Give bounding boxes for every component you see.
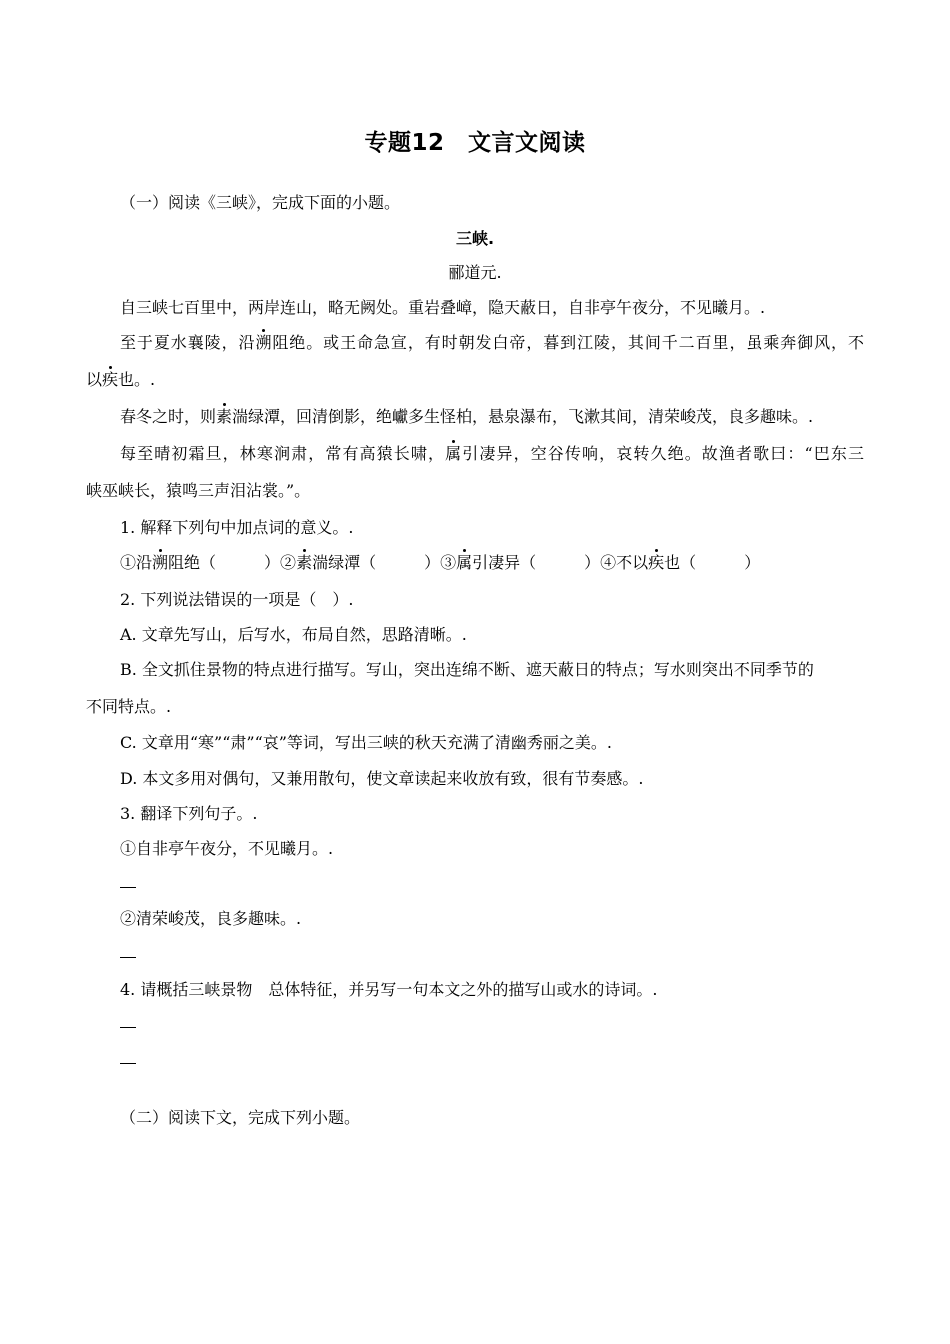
page-title: 专题12 文言文阅读: [364, 130, 586, 156]
dotted-word: 素: [216, 407, 233, 426]
text-span: 至于夏水襄陵，沿: [120, 333, 256, 352]
text-span: 每至晴初霜旦，林寒涧肃，常有高猿长啸，: [120, 444, 446, 463]
passage-paragraph-2: [120, 332, 864, 354]
answer-dash: [120, 1063, 136, 1064]
passage-paragraph-2-cont: [86, 369, 864, 391]
text-span: 阻绝（: [168, 553, 217, 572]
option-c: C. 文章用“寒”“肃”“哀”等词，写出三峡的秋天充满了清幽秀丽之美。.: [120, 733, 613, 752]
passage-paragraph-3: [120, 406, 864, 428]
question-3-sentence-1: ①自非亭午夜分，不见曦月。.: [120, 839, 334, 858]
text-span: 也。.: [118, 370, 156, 389]
text-span: 春冬之时，则: [120, 407, 217, 426]
option-b-cont: 不同特点。.: [86, 697, 172, 716]
text-span: ）: [744, 553, 761, 572]
answer-dash: [120, 957, 136, 958]
question-1: 1. 解释下列句中加点词的意义。.: [120, 518, 354, 537]
option-a: A. 文章先写山，后写水，布局自然，思路清晰。.: [120, 625, 467, 644]
option-b: B. 全文抓住景物的特点进行描写。写山，突出连绵不断、遮天蔽日的特点；写水则突出不同季节的: [120, 660, 814, 679]
answer-dash: [120, 1027, 136, 1028]
passage-paragraph-1: 自三峡七百里中，两岸连山，略无阙处。重岩叠嶂，隐天蔽日，自非亭午夜分，不见曦月。.: [120, 298, 766, 317]
text-span: ）②: [264, 553, 297, 572]
question-3: 3. 翻译下列句子。.: [120, 804, 258, 823]
dotted-word: 素: [296, 553, 313, 572]
passage-paragraph-4-cont: 峡巫峡长，猿鸣三声泪沾裳。”。: [86, 481, 311, 500]
dotted-word: 疾: [648, 553, 665, 572]
answer-line[interactable]: [120, 946, 864, 968]
text-span: ①沿: [120, 553, 153, 572]
answer-line[interactable]: [120, 1016, 864, 1038]
answer-line[interactable]: [120, 876, 864, 898]
question-1-items: [120, 552, 864, 574]
dotted-word: 属: [456, 553, 473, 572]
passage-heading: 三峡.: [455, 229, 495, 248]
question-4: 4. 请概括三峡景物 总体特征，并另写一句本文之外的描写山或水的诗词。.: [120, 980, 658, 999]
dotted-word: 溯: [255, 333, 272, 352]
text-span: 以: [86, 370, 103, 389]
text-span: 湍绿潭（: [312, 553, 377, 572]
text-span: ）④不以: [584, 553, 649, 572]
section2-intro: （二）阅读下文，完成下列小题。: [120, 1108, 361, 1127]
question-2: 2. 下列说法错误的一项是（ ）.: [120, 590, 354, 609]
text-span: ）③: [424, 553, 457, 572]
question-3-sentence-2: ②清荣峻茂，良多趣味。.: [120, 909, 302, 928]
text-span: 也（: [664, 553, 697, 572]
option-d: D. 本文多用对偶句，又兼用散句，使文章读起来收放有致，很有节奏感。.: [120, 769, 644, 788]
text-span: 阻绝。或王命急宣，有时朝发白帝，暮到江陵，其间千二百里，虽乘奔御风，不: [271, 333, 864, 352]
passage-paragraph-4: [120, 443, 864, 465]
dotted-word: 属: [445, 444, 462, 463]
section1-intro: （一）阅读《三峡》，完成下面的小题。: [120, 193, 401, 212]
passage-author: 郦道元.: [448, 263, 502, 282]
dotted-word: 溯: [152, 553, 169, 572]
dotted-word: 疾: [102, 370, 119, 389]
text-span: 湍绿潭，回清倒影，绝巘多生怪柏，悬泉瀑布，飞漱其间，清荣峻茂，良多趣味。.: [232, 407, 814, 426]
text-span: 引凄异，空谷传响，哀转久绝。故渔者歌曰：“巴东三: [461, 444, 864, 463]
answer-line[interactable]: [120, 1052, 864, 1074]
answer-dash: [120, 887, 136, 888]
text-span: 引凄异（: [472, 553, 537, 572]
